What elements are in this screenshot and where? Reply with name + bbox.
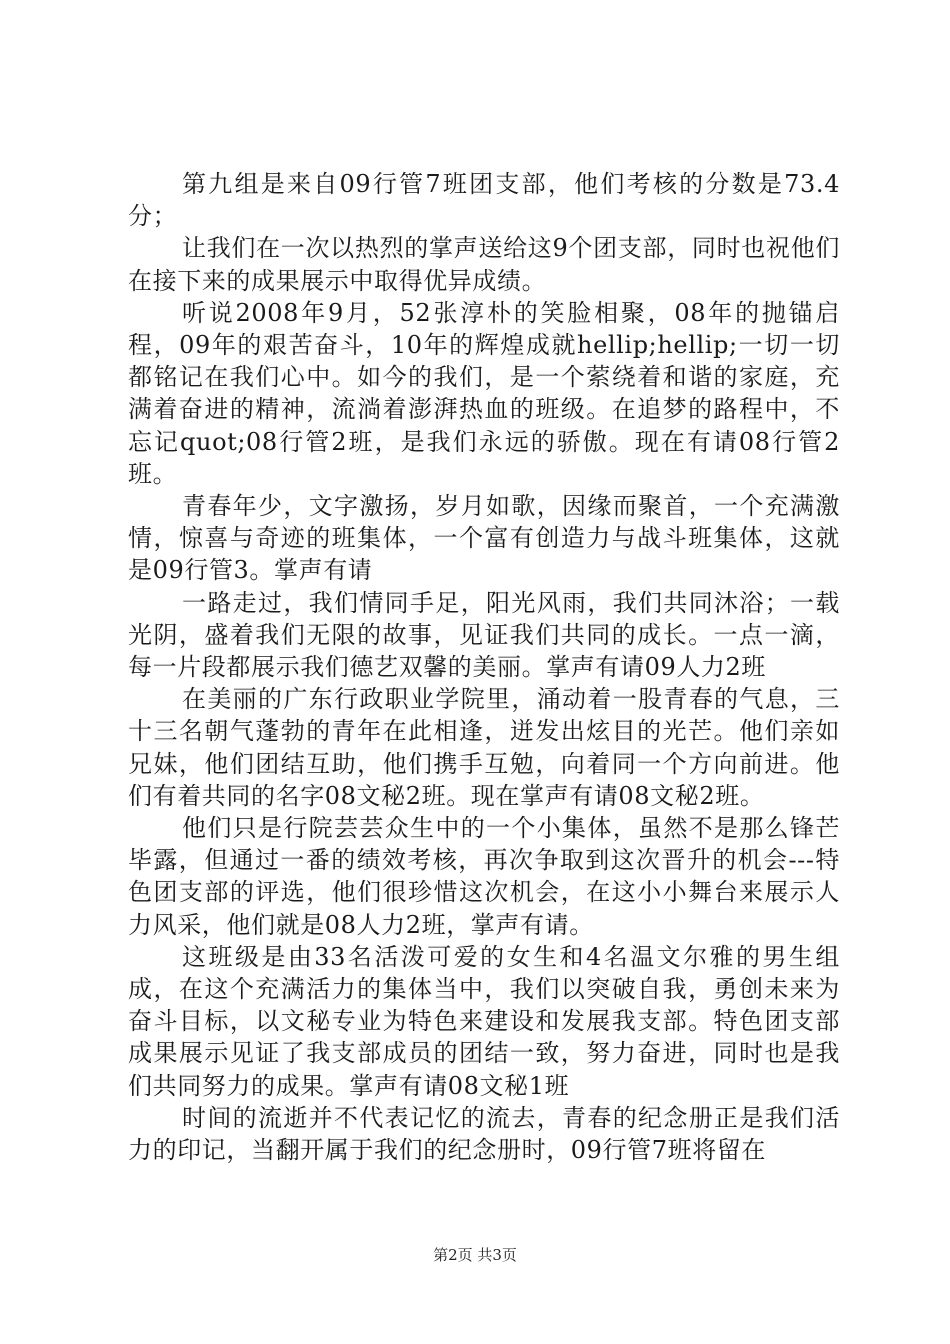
paragraph: 青春年少，文字激扬，岁月如歌，因缘而聚首，一个充满激情，惊喜与奇迹的班集体，一个富有创造力与战斗班集体，这就是09行管3。掌声有请 xyxy=(128,492,840,585)
paragraph: 一路走过，我们情同手足，阳光风雨，我们共同沐浴；一载光阴，盛着我们无限的故事，见证我们共同的成长。一点一滴，每一片段都展示我们德艺双馨的美丽。掌声有请09人力2班 xyxy=(128,588,840,682)
paragraph: 让我们在一次以热烈的掌声送给这9个团支部，同时也祝他们在接下来的成果展示中取得优异成绩。 xyxy=(128,234,840,295)
paragraph: 听说2008年9月，52张淳朴的笑脸相聚，08年的抛锚启程，09年的艰苦奋斗，10年的辉煌成就hellip;hellip;一切一切都铭记在我们心中。如今的我们，是一个萦绕着和谐的家庭，充满着奋进的精神，流淌着澎湃热血的班级。在追梦的路程中，不忘记quot;08行管2班，是我们永远的骄傲。现在有请08行管2班。 xyxy=(128,298,840,488)
paragraph: 在美丽的广东行政职业学院里，涌动着一股青春的气息，三十三名朝气蓬勃的青年在此相逢，迸发出炫目的光芒。他们亲如兄妹，他们团结互助，他们携手互勉，向着同一个方向前进。他们有着共同的名字08文秘2班。现在掌声有请08文秘2班。 xyxy=(128,685,840,810)
paragraph: 他们只是行院芸芸众生中的一个小集体，虽然不是那么锋芒毕露，但通过一番的绩效考核，再次争取到这次晋升的机会---特色团支部的评选，他们很珍惜这次机会，在这小小舞台来展示人力风采，他们就是08人力2班，掌声有请。 xyxy=(128,814,840,939)
paragraph: 第九组是来自09行管7班团支部，他们考核的分数是73.4分； xyxy=(128,170,840,231)
paragraph: 这班级是由33名活泼可爱的女生和4名温文尔雅的男生组成，在这个充满活力的集体当中，我们以突破自我，勇创未来为奋斗目标，以文秘专业为特色来建设和发展我支部。特色团支部成果展示见证了我支部成员的团结一致，努力奋进，同时也是我们共同努力的成果。掌声有请08文秘1班 xyxy=(128,942,840,1100)
page-footer: 第2页 共3页 xyxy=(433,1246,517,1264)
paragraph: 时间的流逝并不代表记忆的流去，青春的纪念册正是我们活力的印记，当翻开属于我们的纪念册时，09行管7班将留在 xyxy=(128,1103,840,1165)
document-body xyxy=(128,168,840,1166)
